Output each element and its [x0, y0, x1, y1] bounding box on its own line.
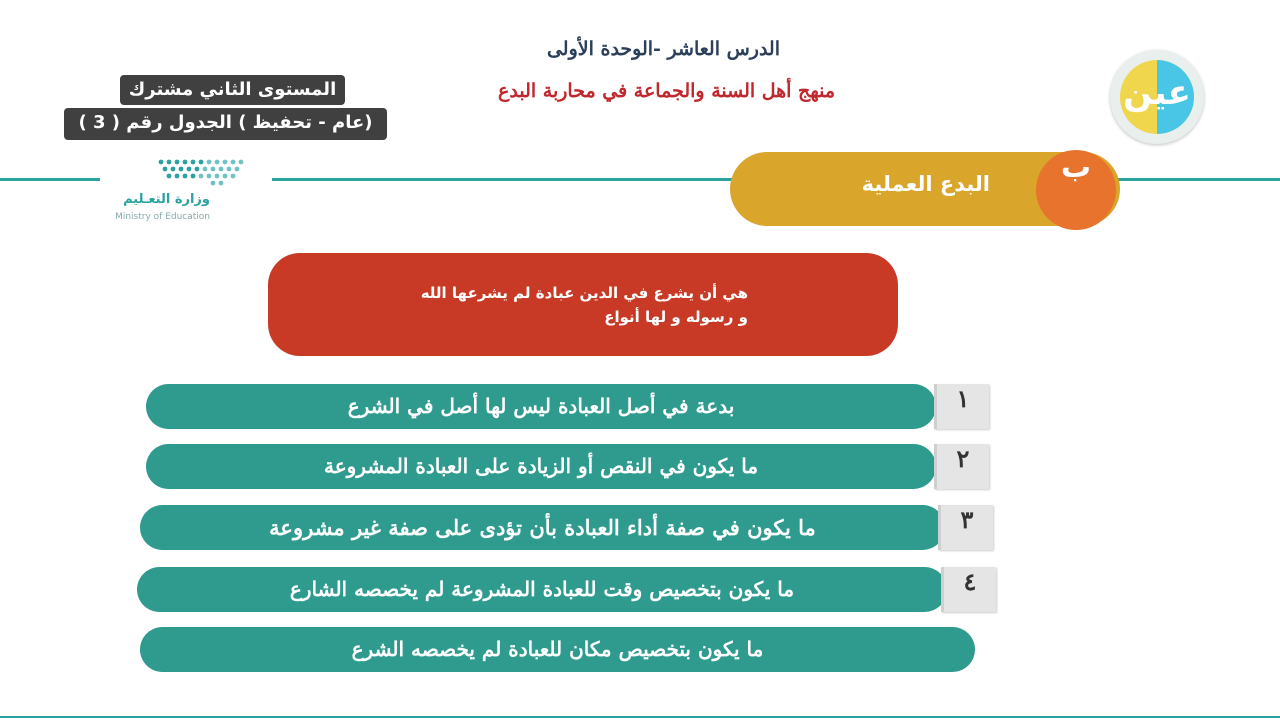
- channel-logo-text: عين: [1123, 73, 1191, 113]
- section-letter: ب: [1036, 150, 1116, 230]
- definition-line-1: هي أن يشرع في الدين عبادة لم يشرعها الله: [420, 284, 748, 302]
- level-badge: المستوى الثاني مشترك: [120, 75, 345, 105]
- ministry-name-en: Ministry of Education: [115, 212, 210, 222]
- type-row-5: ما يكون بتخصيص مكان للعبادة لم يخصصه الشرع: [140, 627, 975, 672]
- type-number-4: ٤: [941, 567, 996, 612]
- definition-line-2: و رسوله و لها أنواع: [604, 308, 748, 326]
- type-row-4: ما يكون بتخصيص وقت للعبادة المشروعة لم يخصصه الشارع: [137, 567, 947, 612]
- type-number-1: ١: [934, 384, 989, 429]
- divider-line-left: [0, 178, 100, 181]
- ministry-name-ar: وزارة التعـليم: [123, 192, 210, 207]
- type-row-3: ما يكون في صفة أداء العبادة بأن تؤدى على صفة غير مشروعة: [140, 505, 945, 550]
- topic-title: منهج أهل السنة والجماعة في محاربة البدع: [498, 80, 835, 102]
- type-row-2: ما يكون في النقص أو الزيادة على العبادة المشروعة: [146, 444, 936, 489]
- ministry-dots-icon: [157, 158, 249, 188]
- channel-logo: [1110, 50, 1204, 144]
- definition-box: [268, 253, 898, 356]
- type-number-2: ٢: [934, 444, 989, 489]
- schedule-badge: (عام - تحفيظ ) الجدول رقم ( 3 ): [64, 108, 387, 140]
- type-row-1: بدعة في أصل العبادة ليس لها أصل في الشرع: [146, 384, 936, 429]
- bottom-line: [0, 716, 1280, 718]
- divider-line-mid: [272, 178, 742, 181]
- ministry-logo: [105, 150, 245, 230]
- type-number-3: ٣: [938, 505, 993, 550]
- lesson-title: الدرس العاشر -الوحدة الأولى: [546, 38, 780, 60]
- divider-line-right: [1118, 178, 1280, 181]
- section-title: البدع العملية: [861, 172, 990, 196]
